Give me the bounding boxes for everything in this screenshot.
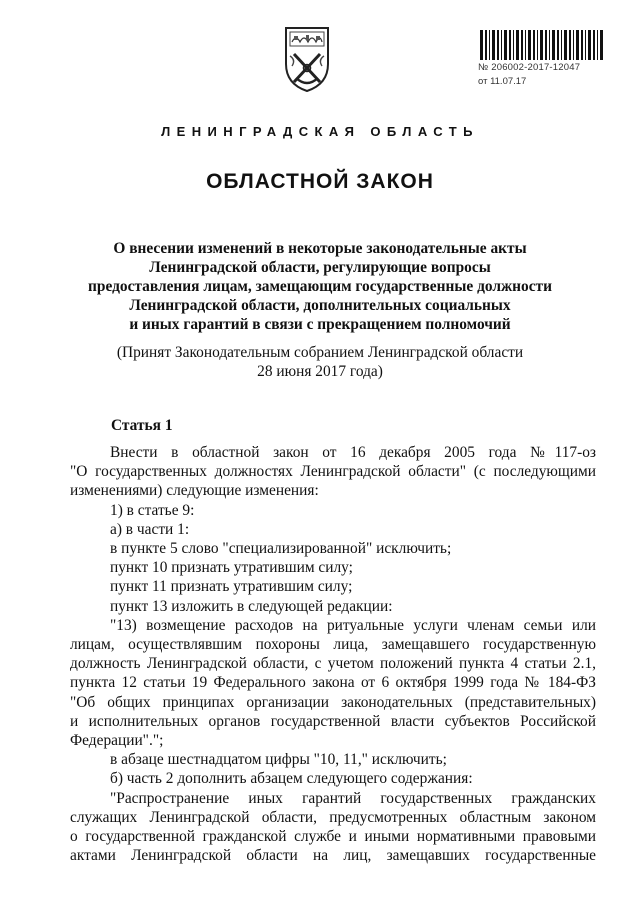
adoption-note (60, 343, 580, 381)
law-title-line: О внесении изменений в некоторые законодательные акты (113, 240, 527, 257)
body-line: пункт 11 признать утратившим силу; (110, 578, 353, 596)
body-line: в пункте 5 слово "специализированной" исключить; (110, 540, 452, 558)
body-line: пункт 10 признать утратившим силу; (110, 559, 353, 577)
law-title-line: предоставления лицам, замещающим государственные должности (88, 278, 552, 295)
article-body (70, 443, 596, 865)
body-line: "13) возмещение расходов на ритуальные услуги членам семьи или (110, 616, 596, 634)
body-line: о государственной гражданской службе и иными нормативными правовыми (70, 828, 596, 846)
body-line: а) в части 1: (110, 520, 190, 538)
body-line: в абзаце шестнадцатом цифры "10, 11," исключить; (110, 751, 447, 769)
body-line: Федерации"."; (70, 732, 164, 750)
body-line: лицам, осуществлявшим похороны лица, замещавшего государственную (70, 636, 596, 654)
barcode-icon (478, 30, 606, 60)
law-type-heading: ОБЛАСТНОЙ ЗАКОН (206, 170, 434, 193)
region-heading: ЛЕНИНГРАДСКАЯ ОБЛАСТЬ (161, 124, 479, 139)
body-line: и исполнительных органов государственной власти субъектов Российской (70, 712, 596, 730)
body-line: пункт 13 изложить в следующей редакции: (110, 597, 393, 615)
body-line: "О государственных должностях Ленинградской области" (с последующими (70, 463, 596, 481)
body-line: пункта 12 статьи 19 Федерального закона от 6 октября 1999 года № 184-ФЗ (70, 674, 596, 692)
document-registration-number: № 206002-2017-12047 (478, 62, 581, 73)
law-title-line: Ленинградской области, дополнительных социальных (129, 297, 511, 314)
coat-of-arms-icon (282, 24, 332, 94)
law-title-line: и иных гарантий в связи с прекращением полномочий (129, 316, 511, 333)
document-registration-date: от 11.07.17 (478, 76, 527, 87)
law-title-line: Ленинградской области, регулирующие вопросы (149, 259, 491, 276)
body-line: б) часть 2 дополнить абзацем следующего содержания: (110, 770, 473, 788)
adoption-note-line: 28 июня 2017 года) (257, 363, 383, 380)
body-line: 1) в статье 9: (110, 501, 195, 519)
body-line: должность Ленинградской области, с учетом положений пункта 4 статьи 2.1, (70, 655, 596, 673)
body-line: "Распространение иных гарантий государственных гражданских (110, 789, 596, 807)
body-line: служащих Ленинградской области, предусмотренных областным законом (70, 808, 596, 826)
law-title (80, 239, 560, 334)
body-line: изменениями) следующие изменения: (70, 482, 319, 500)
article-heading: Статья 1 (111, 417, 173, 434)
body-line: актами Ленинградской области на лиц, замещавших государственные (70, 847, 596, 865)
adoption-note-line: (Принят Законодательным собранием Ленинградской области (116, 344, 524, 361)
body-line: "Об общих принципах организации законодательных (представительных) (70, 693, 596, 711)
body-line: Внести в областной закон от 16 декабря 2005 года №117-оз (110, 444, 596, 461)
